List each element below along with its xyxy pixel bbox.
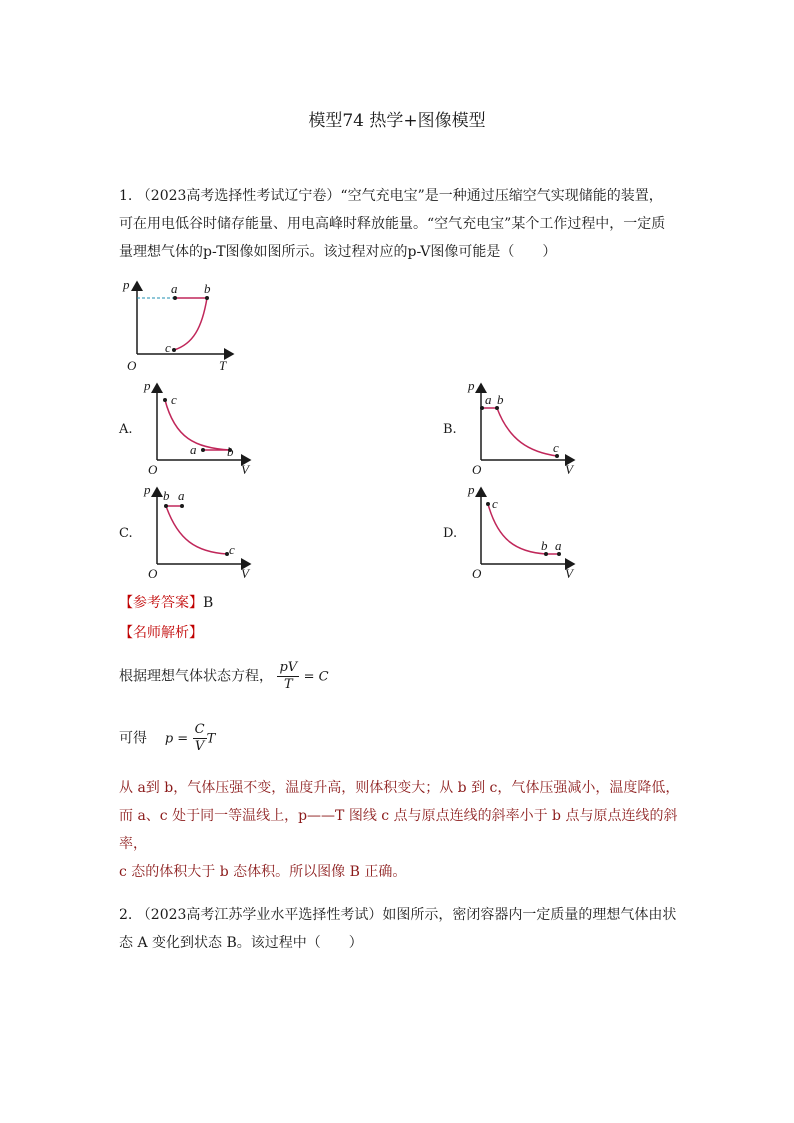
option-b-label: B. (443, 422, 457, 437)
svg-text:c: c (492, 496, 498, 511)
question-2-line-1: 2. （2023高考江苏学业水平选择性考试）如图所示，密闭容器内一定质量的理想气体由状 (119, 907, 677, 923)
page-title: 模型74 热学+图像模型 (308, 111, 486, 131)
answer-value: B (203, 595, 214, 611)
question-2-line-2: 态 A 变化到状态 B。该过程中（ ） (119, 935, 363, 951)
svg-text:b: b (541, 538, 548, 553)
label-c: c (165, 340, 171, 355)
svg-text:c: c (171, 392, 177, 407)
svg-text:O: O (472, 566, 482, 580)
label-b: b (204, 281, 211, 296)
svg-text:p: p (468, 482, 475, 497)
svg-text:p: p (144, 482, 151, 497)
svg-text:V: V (565, 462, 573, 476)
svg-text:O: O (148, 462, 158, 476)
option-c-graph (140, 482, 260, 580)
svg-text:V: V (565, 566, 573, 580)
option-b-graph (464, 378, 584, 476)
option-d-graph (464, 482, 584, 580)
equation-2-fraction: $\frac{C}{V}$ (194, 722, 205, 754)
svg-text:a: a (485, 392, 492, 407)
equation-1 (119, 660, 329, 693)
svg-text:c: c (229, 542, 235, 557)
question-1-line-3: 量理想气体的p-T图像如图所示。该过程对应的p-V图像可能是（ ） (119, 244, 557, 260)
svg-text:O: O (472, 462, 482, 476)
option-a-graph (140, 378, 260, 476)
analysis-line-3: c 态的体积大于 b 态体积。所以图像 B 正确。 (119, 864, 407, 880)
svg-text:b: b (497, 392, 504, 407)
point-b (205, 296, 209, 300)
analysis-text (119, 774, 689, 886)
svg-text:a: a (190, 442, 197, 457)
point-c (172, 348, 176, 352)
equation-1-rhs: = C (303, 669, 329, 685)
equation-2-lhs: p = (164, 731, 189, 747)
equation-1-text: 根据理想气体状态方程， (119, 668, 273, 685)
svg-text:p: p (468, 378, 475, 393)
svg-text:c: c (553, 440, 559, 455)
question-1-line-1: 1. （2023高考选择性考试辽宁卷）“空气充电宝”是一种通过压缩空气实现储能的装置， (119, 188, 663, 204)
equation-2-rhs: T (206, 731, 216, 747)
svg-text:V: V (241, 462, 249, 476)
question-1-text (119, 182, 679, 266)
point-a (173, 296, 177, 300)
svg-text:a: a (555, 538, 562, 553)
question-1-line-2: 可在用电低谷时储存能量、用电高峰时释放能量。“空气充电宝”某个工作过程中，一定质 (119, 216, 666, 232)
svg-text:b: b (227, 444, 234, 459)
analysis-label: 【名师解析】 (119, 625, 203, 641)
equation-1-fraction: $\frac{pV}{T}$ (279, 660, 298, 692)
pt-graph (118, 276, 248, 374)
analysis-line-2: 而 a、c 处于同一等温线上，p——T 图线 c 点与原点连线的斜率小于 b 点与原点连线的斜率， (119, 808, 678, 852)
svg-text:V: V (241, 566, 249, 580)
label-t: T (219, 358, 227, 373)
a-curve (165, 400, 230, 450)
option-d-label: D. (443, 526, 458, 541)
answer-label: 【参考答案】 (119, 595, 203, 611)
option-c-label: C. (119, 526, 133, 541)
svg-text:a: a (178, 488, 185, 503)
equation-2-text: 可得 (119, 730, 147, 747)
svg-text:p: p (144, 378, 151, 393)
label-o: O (127, 358, 137, 373)
bc-curve (174, 298, 207, 350)
svg-text:O: O (148, 566, 158, 580)
label-a: a (171, 281, 178, 296)
analysis-heading (119, 622, 203, 642)
answer-line (119, 592, 213, 612)
equation-2 (119, 722, 215, 755)
option-a-label: A. (119, 422, 133, 437)
analysis-line-1: 从 a到 b，气体压强不变，温度升高，则体积变大；从 b 到 c，气体压强减小，温度降低， (119, 780, 680, 796)
svg-text:b: b (163, 488, 170, 503)
label-p: p (123, 277, 130, 292)
question-2-text (119, 901, 679, 957)
